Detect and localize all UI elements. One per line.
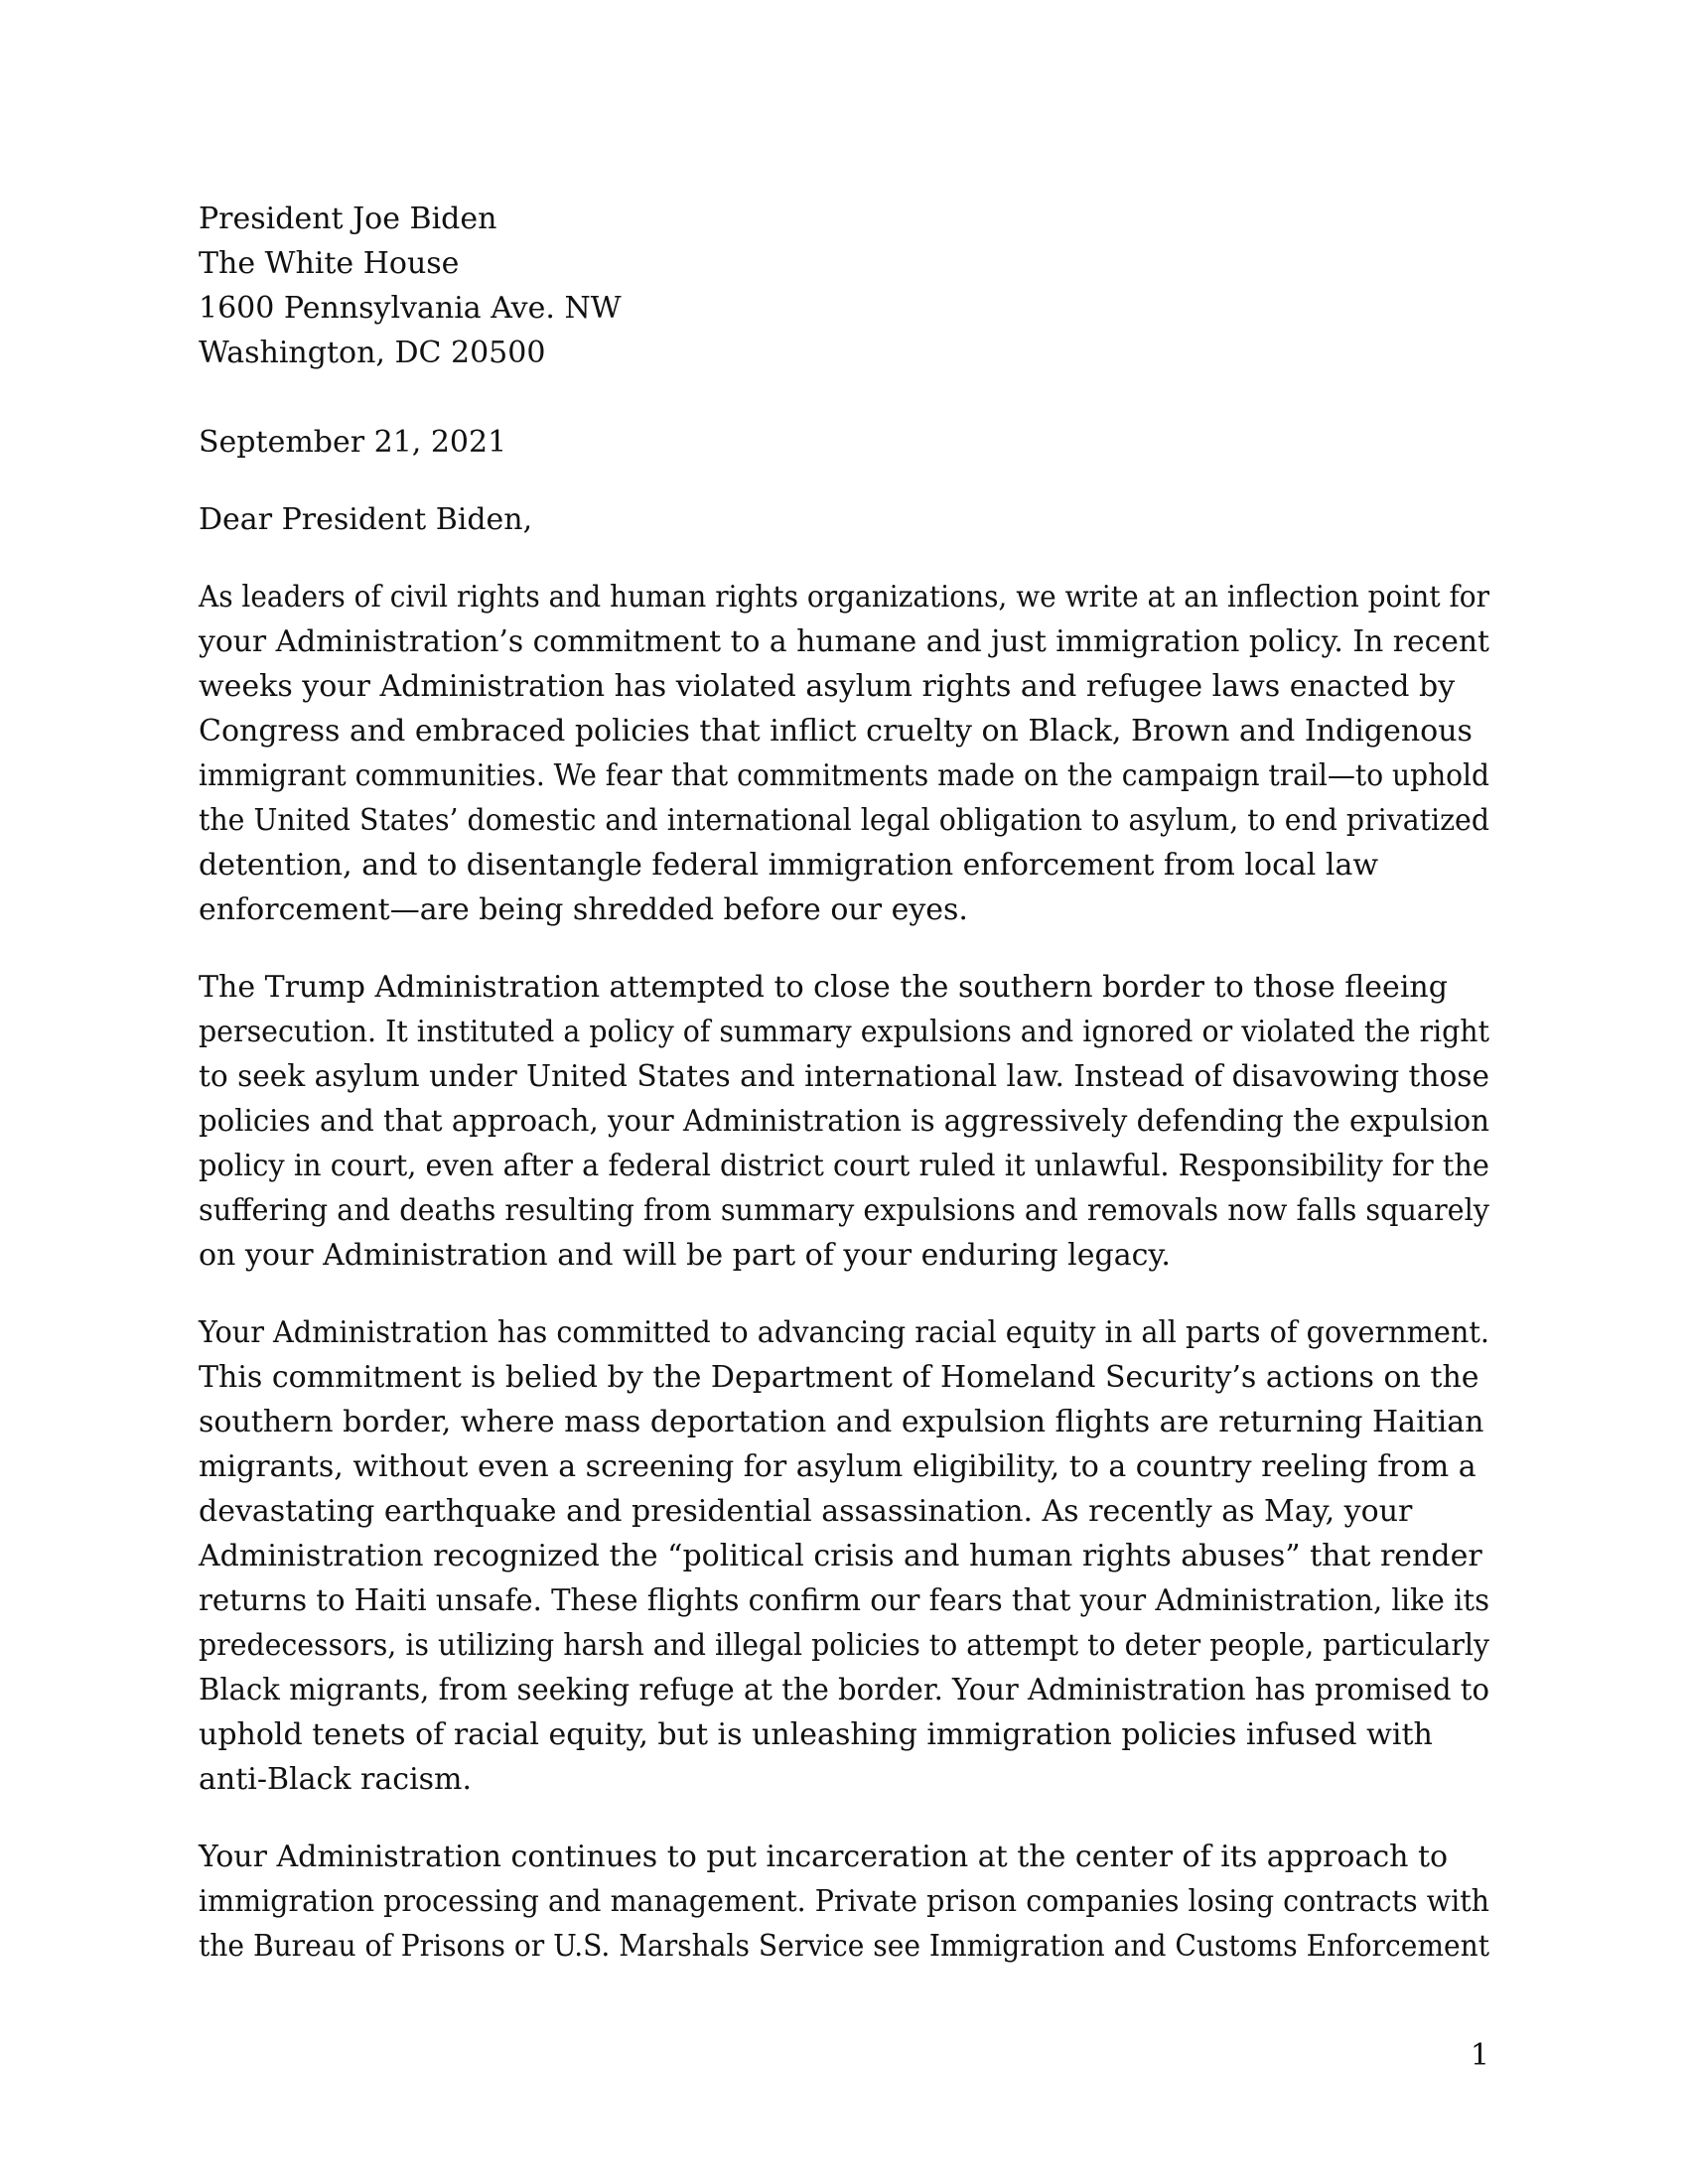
salutation: Dear President Biden, (199, 502, 533, 537)
text-line: to seek asylum under United States and international law. Instead of disavowing those (199, 1059, 1489, 1094)
letter-date: September 21, 2021 (199, 425, 507, 460)
text-line: weeks your Administration has violated asylum rights and refugee laws enacted by (199, 669, 1456, 704)
text-line: persecution. It instituted a policy of summary expulsions and ignored or violated the right (199, 1015, 1489, 1049)
text-line: on your Administration and will be part of your enduring legacy. (199, 1238, 1171, 1273)
address-line: The White House (199, 246, 460, 281)
text-line: detention, and to disentangle federal immigration enforcement from local law (199, 848, 1379, 883)
text-line: anti-Black racism. (199, 1762, 473, 1797)
text-line: Your Administration has committed to advancing racial equity in all parts of government. (199, 1315, 1489, 1350)
text-line: This commitment is belied by the Department of Homeland Security’s actions on the (199, 1360, 1479, 1395)
address-line: Washington, DC 20500 (199, 336, 546, 370)
text-line: devastating earthquake and presidential assassination. As recently as May, your (199, 1494, 1413, 1529)
text-line: The Trump Administration attempted to close the southern border to those fleeing (199, 970, 1448, 1005)
text-line: predecessors, is utilizing harsh and illegal policies to attempt to deter people, particularly (199, 1628, 1489, 1663)
recipient-address (199, 197, 1489, 375)
text-line: Administration recognized the “political crisis and human rights abuses” that render (199, 1539, 1482, 1573)
text-line: enforcement—are being shredded before our eyes. (199, 892, 968, 927)
address-line: President Joe Biden (199, 202, 497, 236)
text-line: Your Administration continues to put incarceration at the center of its approach to (199, 1840, 1449, 1874)
text-line: migrants, without even a screening for asylum eligibility, to a country reeling from a (199, 1449, 1477, 1484)
text-line: As leaders of civil rights and human rights organizations, we write at an inflection point for (199, 580, 1489, 614)
address-line: 1600 Pennsylvania Ave. NW (199, 291, 622, 326)
paragraph-4 (199, 1835, 1489, 1969)
text-line: immigration processing and management. Private prison companies losing contracts with (199, 1884, 1489, 1919)
paragraph-2 (199, 965, 1489, 1278)
text-line: Black migrants, from seeking refuge at the border. Your Administration has promised to (199, 1673, 1489, 1707)
text-line: returns to Haiti unsafe. These flights confirm our fears that your Administration, like its (199, 1583, 1489, 1618)
text-line: uphold tenets of racial equity, but is unleashing immigration policies infused with (199, 1717, 1433, 1752)
letter-body (199, 197, 1489, 1969)
text-line: immigrant communities. We fear that commitments made on the campaign trail—to uphold (199, 758, 1489, 793)
text-line: policies and that approach, your Administration is aggressively defending the expulsion (199, 1104, 1489, 1139)
text-line: Congress and embraced policies that inflict cruelty on Black, Brown and Indigenous (199, 714, 1473, 749)
paragraph-1 (199, 575, 1489, 932)
paragraph-3 (199, 1310, 1489, 1802)
text-line: suffering and deaths resulting from summary expulsions and removals now falls squarely (199, 1193, 1489, 1228)
text-line: the United States’ domestic and international legal obligation to asylum, to end privatized (199, 803, 1489, 838)
text-line: policy in court, even after a federal district court ruled it unlawful. Responsibility for the (199, 1149, 1489, 1183)
text-line: southern border, where mass deportation and expulsion flights are returning Haitian (199, 1405, 1484, 1439)
text-line: your Administration’s commitment to a humane and just immigration policy. In recent (199, 624, 1489, 659)
page-number: 1 (1470, 2038, 1489, 2073)
text-line: the Bureau of Prisons or U.S. Marshals Service see Immigration and Customs Enforcement (199, 1929, 1489, 1964)
